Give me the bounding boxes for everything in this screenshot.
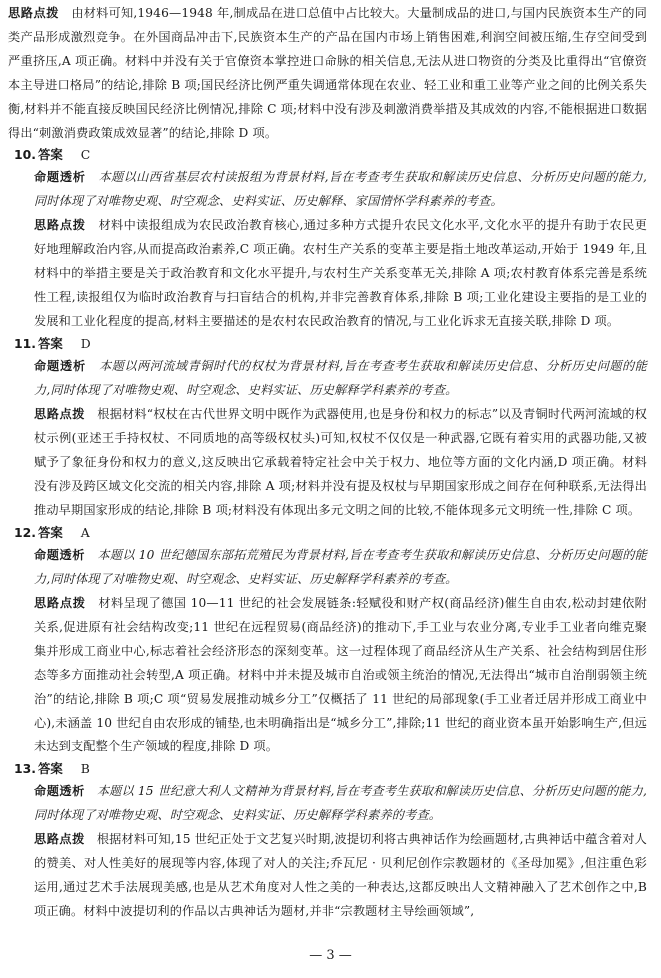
q10-answer-line <box>14 145 90 165</box>
q12-number: 12. <box>14 525 36 540</box>
q10-analysis-label: 命题透析 <box>34 170 86 184</box>
q13-hint-paragraph <box>34 828 647 924</box>
q11-hint-text: 根据材料“权杖在古代世界文明中既作为武器使用,也是身份和权力的标志”以及青铜时代两河流域的权杖示例(亚述王手持权杖、不同质地的高等级权杖头)可知,权杖不仅仅是一种武器,它既有着实用的武器功能,又被赋予了象征身份和权力的意义,这反映出它承载着特定社会中关于权力、地位等方面的文化内涵,D 项正确。材料没有涉及跨区域文化交流的相关内容,排除 A 项;材料并没有提及权杖与早期国家形成之间存在何种联系,无法得出推动早期国家形成的结论,排除 B 项;材料没有体现出多元文明之间的比较,不能体现多元文明统一性,排除 C 项。 <box>34 407 648 517</box>
q9-hint-paragraph <box>8 2 647 145</box>
q13-analysis-text: 本题以 15 世纪意大利人文精神为背景材料,旨在考查考生获取和解读历史信息、分析历史问题的能力,同时体现了对唯物史观、时空观念、史料实证、历史解释学科素养的考查。 <box>34 784 647 822</box>
q12-hint-paragraph <box>34 592 647 759</box>
q13-hint-label: 思路点拨 <box>34 832 85 846</box>
q11-analysis-text: 本题以两河流域青铜时代的权杖为背景材料,旨在考查考生获取和解读历史信息、分析历史问题的能力,同时体现了对唯物史观、时空观念、史料实证、历史解释学科素养的考查。 <box>34 359 647 397</box>
q12-analysis-paragraph <box>34 544 647 592</box>
q10-hint-paragraph <box>34 214 647 334</box>
q11-answer-line <box>14 334 91 354</box>
q11-hint-paragraph <box>34 403 647 523</box>
q13-number: 13. <box>14 761 36 776</box>
q12-answer-label: 答案 <box>37 525 63 540</box>
q13-hint-text: 根据材料可知,15 世纪正处于文艺复兴时期,波提切利将古典神话作为绘画题材,古典神话中蕴含着对人的赞美、对人性美好的展现等内容,体现了对人的关注;乔瓦尼 · 贝利尼创作宗教题材的《圣母加冕》,但注重色彩运用,通过艺术手法展现美感,也是从艺术角度对人性之美的一种表达,这都反映出人文精神融入了艺术创作之中,B 项正确。材料中波提切利的作品以古典神话为题材,并非“宗教题材主导绘画领域”, <box>34 832 647 918</box>
q13-answer: B <box>80 761 90 776</box>
q10-answer-label: 答案 <box>37 147 63 162</box>
q11-analysis-label: 命题透析 <box>34 359 86 373</box>
q10-hint-label: 思路点拨 <box>34 218 86 232</box>
q12-analysis-label: 命题透析 <box>34 548 86 562</box>
q11-analysis-paragraph <box>34 355 647 403</box>
q13-analysis-paragraph <box>34 780 647 828</box>
q12-answer: A <box>80 525 90 540</box>
q9-hint-text: 由材料可知,1946—1948 年,制成品在进口总值中占比较大。大量制成品的进口,与国内民族资本生产的同类产品形成激烈竞争。在外国商品冲击下,民族资本生产的产品在国内市场上销售困难,利润空间被压缩,生存空间受到严重挤压,A 项正确。材料中并没有关于官僚资本掌控进口命脉的相关信息,无法从进口物资的分类及比重得出“官僚资本主导进口格局”的结论,排除 B 项;国民经济比例严重失调通常体现在农业、轻工业和重工业等产业之间的比例关系失衡,材料并不能直接反映国民经济比例情况,排除 C 项;材料中没有涉及刺激消费举措及其成效的内容,不能根据进口数据得出“刺激消费政策成效显著”的结论,排除 D 项。 <box>8 6 647 140</box>
q13-analysis-label: 命题透析 <box>34 784 85 798</box>
q12-hint-label: 思路点拨 <box>34 596 86 610</box>
q11-hint-label: 思路点拨 <box>34 407 85 421</box>
q11-number: 11. <box>14 336 36 351</box>
q13-answer-line <box>14 759 90 779</box>
q12-hint-text: 材料呈现了德国 10—11 世纪的社会发展链条:轻赋役和财产权(商品经济)催生自由农,松动封建依附关系,促进原有社会结构改变;11 世纪在远程贸易(商品经济)的推动下,手工业与农业分离,专业手工业者向维克聚集并形成工商业中心,标志着社会经济形态的深刻变革。这一过程体现了商品经济从生产关系、社会结构到居住形态等多方面推动社会转型,A 项正确。材料中并未提及城市自治或领主统治的情况,无法得出“城市自治削弱领主统治”的结论,排除 B 项;C 项“贸易发展推动城乡分工”仅概括了 11 世纪的局部现象(手工业者迁居并形成工商业中心),未涵盖 10 世纪自由农形成的铺垫,也未明确指出是“城乡分工”,排除;11 世纪的商业资本虽开始影响生产,但远未达到支配整个生产领域的程度,排除 D 项。 <box>34 596 647 754</box>
q9-hint-label: 思路点拨 <box>8 6 60 20</box>
q11-answer: D <box>80 336 91 351</box>
q10-analysis-paragraph <box>34 166 647 214</box>
q11-answer-label: 答案 <box>37 336 63 351</box>
q10-answer: C <box>80 147 91 162</box>
q10-number: 10. <box>14 147 36 162</box>
q12-analysis-text: 本题以 10 世纪德国东部拓荒殖民为背景材料,旨在考查考生获取和解读历史信息、分析历史问题的能力,同时体现了对唯物史观、时空观念、史料实证、历史解释学科素养的考查。 <box>34 548 648 586</box>
page-number: — 3 — <box>309 948 352 963</box>
q10-analysis-text: 本题以山西省基层农村读报组为背景材料,旨在考查考生获取和解读历史信息、分析历史问题的能力,同时体现了对唯物史观、时空观念、史料实证、历史解释、家国情怀学科素养的考查。 <box>34 170 648 208</box>
q13-answer-label: 答案 <box>37 761 63 776</box>
q12-answer-line <box>14 523 90 543</box>
q10-hint-text: 材料中读报组成为农民政治教育核心,通过多种方式提升农民文化水平,文化水平的提升有助于农民更好地理解政治内容,从而提高政治素养,C 项正确。农村生产关系的变革主要是指土地改革运动,开始于 1949 年,且材料中的举措主要是关于政治教育和文化水平提升,与农村生产关系变革无关,排除 A 项;农村教育体系完善是系统性工程,读报组仅为临时政治教育与扫盲结合的机构,并非完善教育体系,排除 B 项;工业化建设主要指的是工业的发展和工业化程度的提高,材料主要描述的是农村农民政治教育的情况,与工业化诉求无直接关联,排除 D 项。 <box>34 218 648 328</box>
